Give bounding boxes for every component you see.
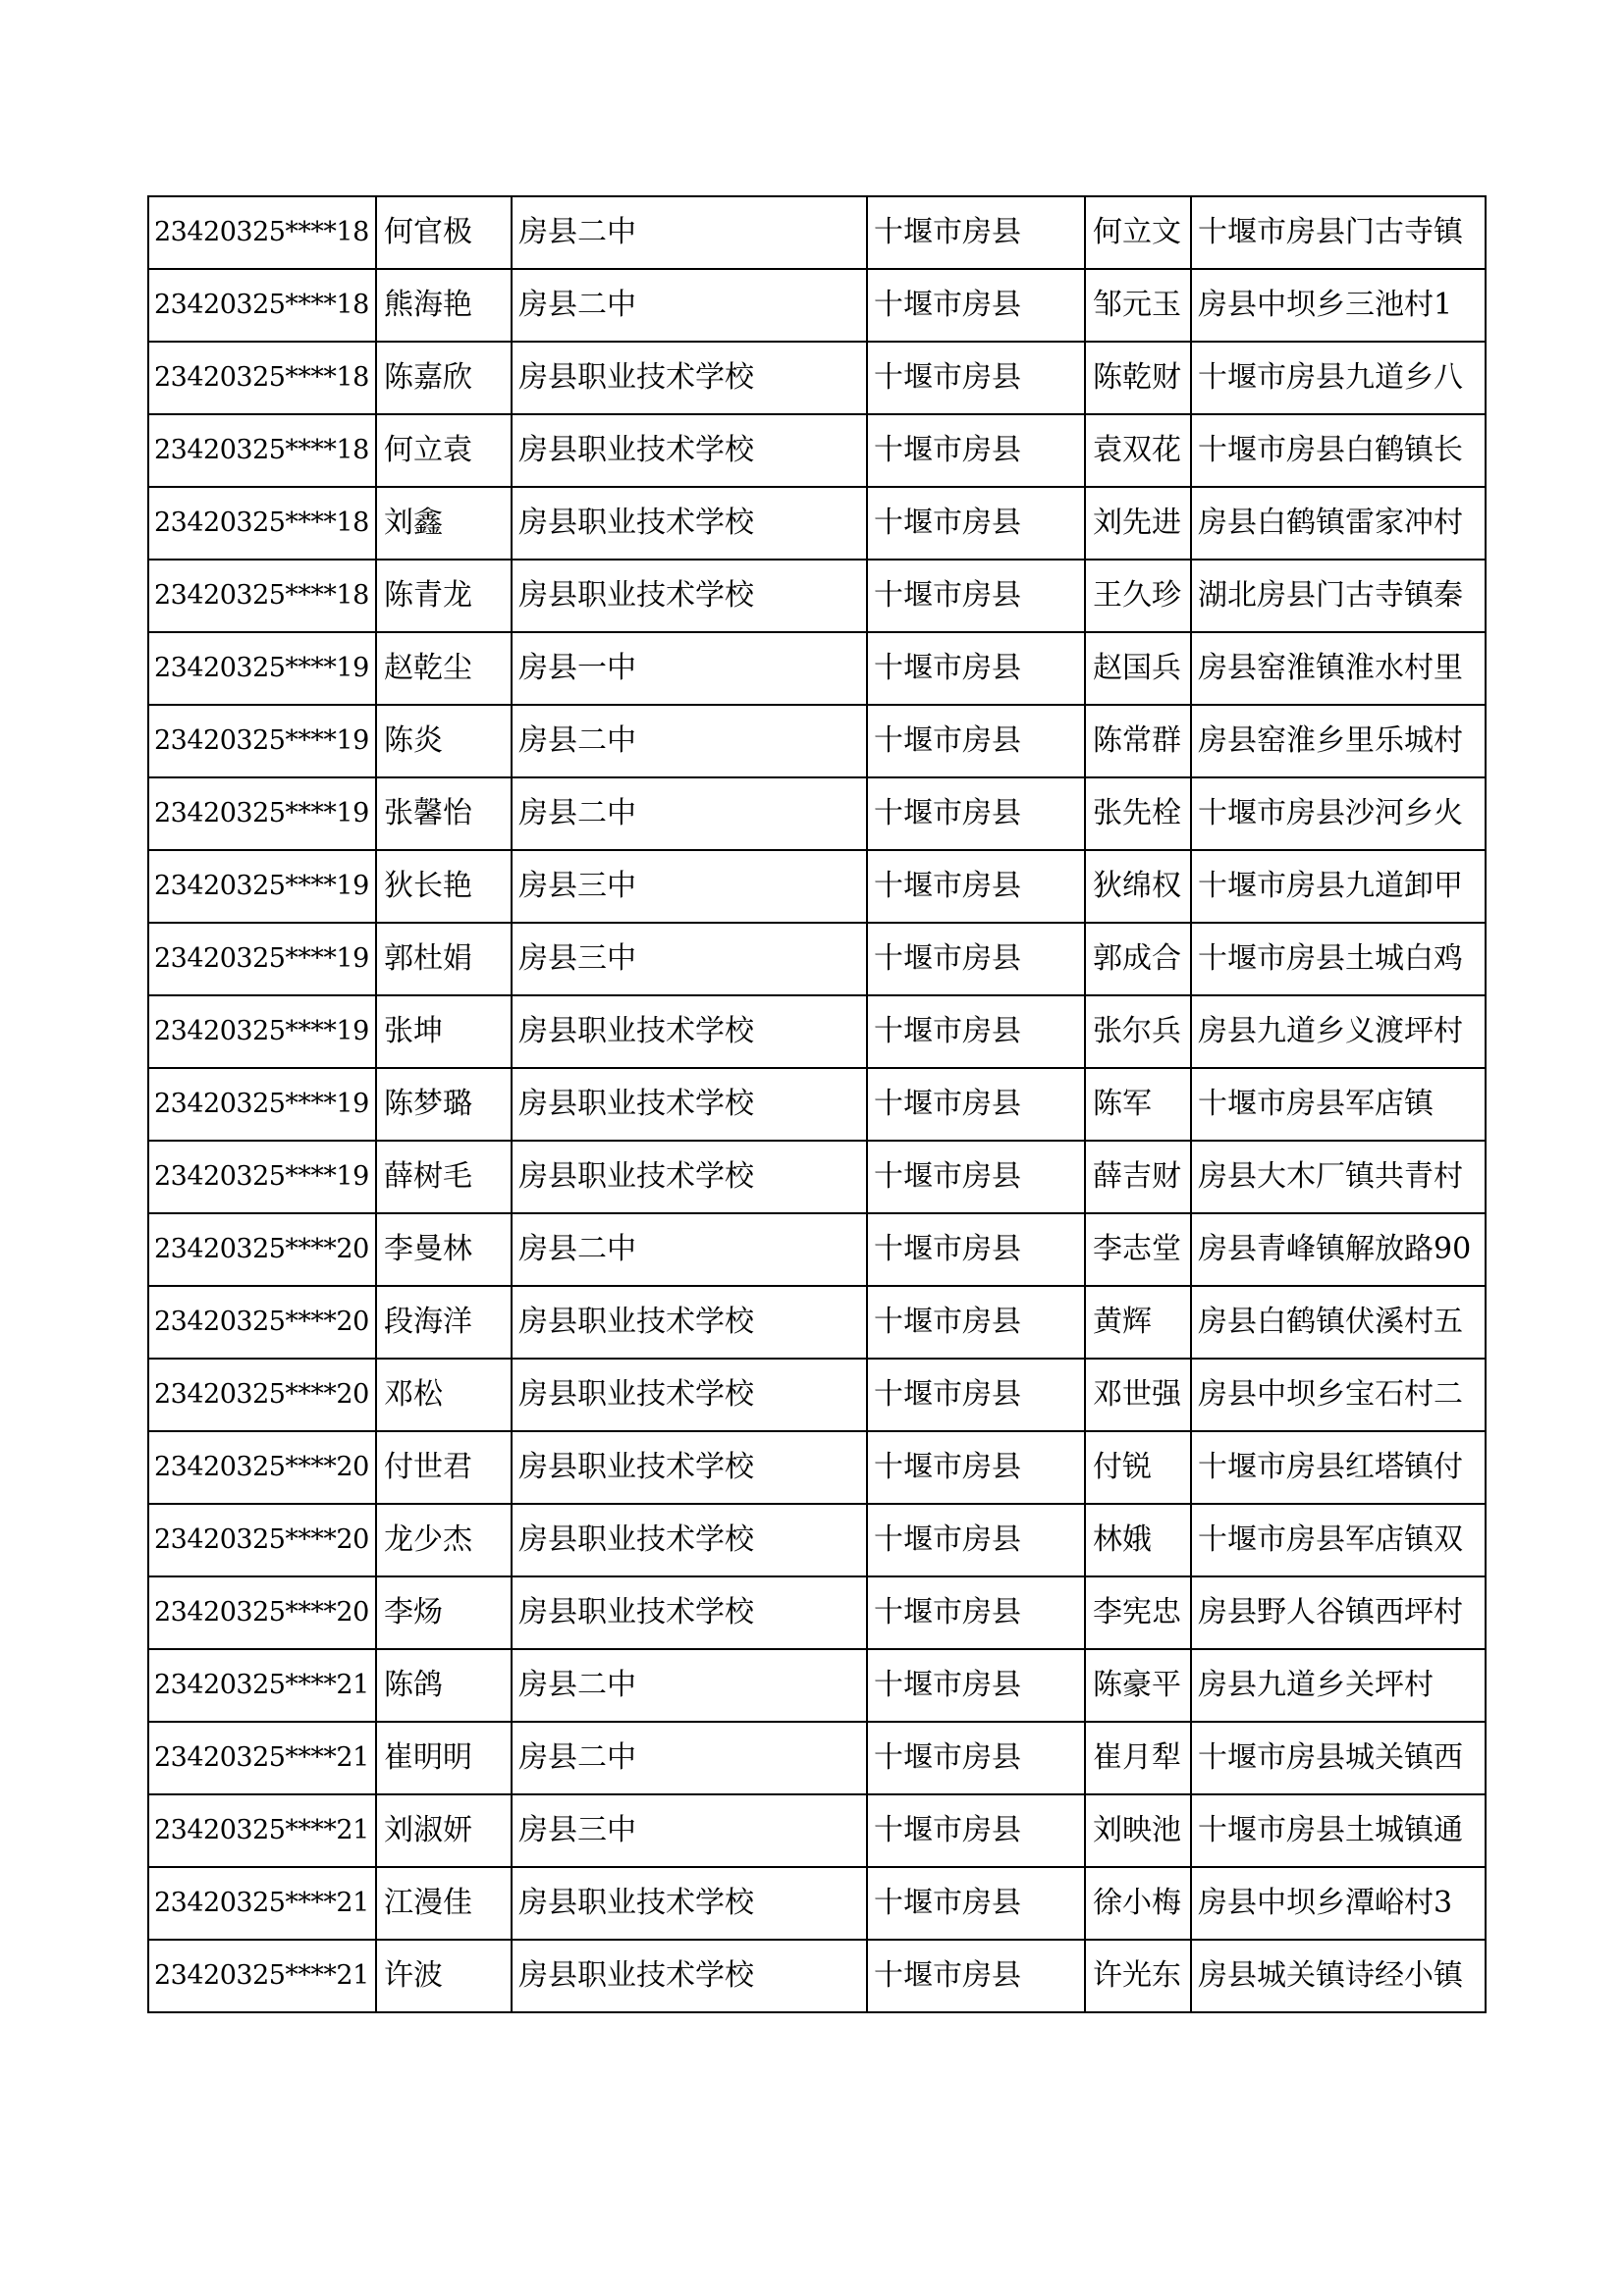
- school-cell: 房县职业技术学校: [512, 995, 867, 1068]
- table-row: [148, 196, 1486, 269]
- address-cell: 十堰市房县白鹤镇长: [1191, 414, 1486, 487]
- table-row: [148, 1504, 1486, 1576]
- region-cell: 十堰市房县: [867, 1286, 1085, 1359]
- table-row: [148, 1213, 1486, 1286]
- school-cell: 房县职业技术学校: [512, 1576, 867, 1649]
- address-cell: 房县青峰镇解放路90: [1191, 1213, 1486, 1286]
- address-cell: 十堰市房县红塔镇付: [1191, 1431, 1486, 1504]
- guardian-name-cell: 何立文: [1085, 196, 1191, 269]
- school-cell: 房县三中: [512, 1794, 867, 1867]
- region-cell: 十堰市房县: [867, 1867, 1085, 1940]
- region-cell: 十堰市房县: [867, 1794, 1085, 1867]
- guardian-name-cell: 邹元玉: [1085, 269, 1191, 342]
- address-cell: 十堰市房县土城白鸡: [1191, 923, 1486, 995]
- table-row: [148, 487, 1486, 560]
- table-row: [148, 1867, 1486, 1940]
- guardian-name-cell: 薛吉财: [1085, 1141, 1191, 1213]
- address-cell: 房县城关镇诗经小镇: [1191, 1940, 1486, 2012]
- id-number-cell: 23420325****19: [148, 995, 376, 1068]
- address-cell: 房县窑淮乡里乐城村: [1191, 705, 1486, 777]
- id-number-cell: 23420325****18: [148, 269, 376, 342]
- id-number-cell: 23420325****21: [148, 1649, 376, 1722]
- student-name-cell: 何官极: [376, 196, 512, 269]
- school-cell: 房县二中: [512, 1722, 867, 1794]
- table-row: [148, 705, 1486, 777]
- guardian-name-cell: 王久珍: [1085, 560, 1191, 632]
- address-cell: 房县大木厂镇共青村: [1191, 1141, 1486, 1213]
- guardian-name-cell: 许光东: [1085, 1940, 1191, 2012]
- region-cell: 十堰市房县: [867, 487, 1085, 560]
- table-row: [148, 1068, 1486, 1141]
- student-name-cell: 付世君: [376, 1431, 512, 1504]
- address-cell: 湖北房县门古寺镇秦: [1191, 560, 1486, 632]
- table-row: [148, 923, 1486, 995]
- student-name-cell: 龙少杰: [376, 1504, 512, 1576]
- guardian-name-cell: 陈常群: [1085, 705, 1191, 777]
- roster-body: [148, 196, 1486, 2012]
- guardian-name-cell: 黄辉: [1085, 1286, 1191, 1359]
- school-cell: 房县职业技术学校: [512, 1359, 867, 1431]
- guardian-name-cell: 狄绵权: [1085, 850, 1191, 923]
- region-cell: 十堰市房县: [867, 1141, 1085, 1213]
- student-name-cell: 李炀: [376, 1576, 512, 1649]
- school-cell: 房县一中: [512, 632, 867, 705]
- guardian-name-cell: 邓世强: [1085, 1359, 1191, 1431]
- table-row: [148, 414, 1486, 487]
- student-name-cell: 陈梦璐: [376, 1068, 512, 1141]
- school-cell: 房县职业技术学校: [512, 1867, 867, 1940]
- region-cell: 十堰市房县: [867, 269, 1085, 342]
- id-number-cell: 23420325****19: [148, 1141, 376, 1213]
- id-number-cell: 23420325****19: [148, 923, 376, 995]
- id-number-cell: 23420325****21: [148, 1940, 376, 2012]
- student-name-cell: 许波: [376, 1940, 512, 2012]
- id-number-cell: 23420325****21: [148, 1794, 376, 1867]
- region-cell: 十堰市房县: [867, 1576, 1085, 1649]
- guardian-name-cell: 袁双花: [1085, 414, 1191, 487]
- guardian-name-cell: 林娥: [1085, 1504, 1191, 1576]
- table-row: [148, 1359, 1486, 1431]
- address-cell: 房县窑淮镇淮水村里: [1191, 632, 1486, 705]
- table-row: [148, 1722, 1486, 1794]
- id-number-cell: 23420325****19: [148, 777, 376, 850]
- address-cell: 房县九道乡义渡坪村: [1191, 995, 1486, 1068]
- id-number-cell: 23420325****18: [148, 414, 376, 487]
- table-row: [148, 777, 1486, 850]
- table-row: [148, 1576, 1486, 1649]
- address-cell: 十堰市房县军店镇: [1191, 1068, 1486, 1141]
- address-cell: 房县野人谷镇西坪村: [1191, 1576, 1486, 1649]
- student-name-cell: 赵乾尘: [376, 632, 512, 705]
- student-name-cell: 江漫佳: [376, 1867, 512, 1940]
- table-row: [148, 1940, 1486, 2012]
- student-name-cell: 何立袁: [376, 414, 512, 487]
- student-name-cell: 陈炎: [376, 705, 512, 777]
- id-number-cell: 23420325****19: [148, 850, 376, 923]
- student-name-cell: 段海洋: [376, 1286, 512, 1359]
- address-cell: 房县白鹤镇雷家冲村: [1191, 487, 1486, 560]
- school-cell: 房县二中: [512, 777, 867, 850]
- guardian-name-cell: 陈军: [1085, 1068, 1191, 1141]
- student-name-cell: 崔明明: [376, 1722, 512, 1794]
- school-cell: 房县三中: [512, 923, 867, 995]
- table-row: [148, 632, 1486, 705]
- student-name-cell: 薛树毛: [376, 1141, 512, 1213]
- school-cell: 房县职业技术学校: [512, 342, 867, 414]
- guardian-name-cell: 李宪忠: [1085, 1576, 1191, 1649]
- region-cell: 十堰市房县: [867, 342, 1085, 414]
- id-number-cell: 23420325****20: [148, 1286, 376, 1359]
- school-cell: 房县职业技术学校: [512, 1431, 867, 1504]
- address-cell: 房县中坝乡潭峪村3: [1191, 1867, 1486, 1940]
- region-cell: 十堰市房县: [867, 923, 1085, 995]
- guardian-name-cell: 李志堂: [1085, 1213, 1191, 1286]
- address-cell: 十堰市房县九道卸甲: [1191, 850, 1486, 923]
- guardian-name-cell: 张先栓: [1085, 777, 1191, 850]
- student-name-cell: 李曼林: [376, 1213, 512, 1286]
- table-row: [148, 1431, 1486, 1504]
- region-cell: 十堰市房县: [867, 995, 1085, 1068]
- address-cell: 十堰市房县军店镇双: [1191, 1504, 1486, 1576]
- student-name-cell: 陈青龙: [376, 560, 512, 632]
- region-cell: 十堰市房县: [867, 1068, 1085, 1141]
- guardian-name-cell: 刘映池: [1085, 1794, 1191, 1867]
- region-cell: 十堰市房县: [867, 1359, 1085, 1431]
- school-cell: 房县职业技术学校: [512, 560, 867, 632]
- address-cell: 房县中坝乡三池村1: [1191, 269, 1486, 342]
- table-row: [148, 1141, 1486, 1213]
- student-name-cell: 熊海艳: [376, 269, 512, 342]
- student-name-cell: 张馨怡: [376, 777, 512, 850]
- region-cell: 十堰市房县: [867, 1431, 1085, 1504]
- school-cell: 房县三中: [512, 850, 867, 923]
- table-row: [148, 1286, 1486, 1359]
- guardian-name-cell: 陈乾财: [1085, 342, 1191, 414]
- table-row: [148, 560, 1486, 632]
- region-cell: 十堰市房县: [867, 777, 1085, 850]
- table-row: [148, 995, 1486, 1068]
- guardian-name-cell: 赵国兵: [1085, 632, 1191, 705]
- region-cell: 十堰市房县: [867, 414, 1085, 487]
- address-cell: 十堰市房县土城镇通: [1191, 1794, 1486, 1867]
- school-cell: 房县职业技术学校: [512, 414, 867, 487]
- school-cell: 房县职业技术学校: [512, 487, 867, 560]
- guardian-name-cell: 崔月犁: [1085, 1722, 1191, 1794]
- guardian-name-cell: 陈豪平: [1085, 1649, 1191, 1722]
- school-cell: 房县二中: [512, 196, 867, 269]
- guardian-name-cell: 郭成合: [1085, 923, 1191, 995]
- table-row: [148, 269, 1486, 342]
- region-cell: 十堰市房县: [867, 850, 1085, 923]
- school-cell: 房县职业技术学校: [512, 1141, 867, 1213]
- id-number-cell: 23420325****20: [148, 1213, 376, 1286]
- guardian-name-cell: 付锐: [1085, 1431, 1191, 1504]
- school-cell: 房县二中: [512, 1649, 867, 1722]
- id-number-cell: 23420325****20: [148, 1431, 376, 1504]
- school-cell: 房县二中: [512, 705, 867, 777]
- region-cell: 十堰市房县: [867, 1213, 1085, 1286]
- address-cell: 房县九道乡关坪村: [1191, 1649, 1486, 1722]
- id-number-cell: 23420325****18: [148, 196, 376, 269]
- table-row: [148, 342, 1486, 414]
- student-name-cell: 狄长艳: [376, 850, 512, 923]
- table-row: [148, 1794, 1486, 1867]
- student-name-cell: 邓松: [376, 1359, 512, 1431]
- school-cell: 房县职业技术学校: [512, 1068, 867, 1141]
- region-cell: 十堰市房县: [867, 560, 1085, 632]
- id-number-cell: 23420325****20: [148, 1504, 376, 1576]
- id-number-cell: 23420325****21: [148, 1722, 376, 1794]
- region-cell: 十堰市房县: [867, 1649, 1085, 1722]
- id-number-cell: 23420325****20: [148, 1576, 376, 1649]
- region-cell: 十堰市房县: [867, 1940, 1085, 2012]
- id-number-cell: 23420325****18: [148, 487, 376, 560]
- id-number-cell: 23420325****19: [148, 1068, 376, 1141]
- id-number-cell: 23420325****21: [148, 1867, 376, 1940]
- student-name-cell: 郭杜娟: [376, 923, 512, 995]
- school-cell: 房县职业技术学校: [512, 1940, 867, 2012]
- address-cell: 十堰市房县九道乡八: [1191, 342, 1486, 414]
- student-name-cell: 陈嘉欣: [376, 342, 512, 414]
- student-name-cell: 刘鑫: [376, 487, 512, 560]
- guardian-name-cell: 刘先进: [1085, 487, 1191, 560]
- student-name-cell: 陈鸽: [376, 1649, 512, 1722]
- id-number-cell: 23420325****18: [148, 342, 376, 414]
- student-name-cell: 刘淑妍: [376, 1794, 512, 1867]
- school-cell: 房县职业技术学校: [512, 1504, 867, 1576]
- region-cell: 十堰市房县: [867, 632, 1085, 705]
- school-cell: 房县二中: [512, 269, 867, 342]
- student-name-cell: 张坤: [376, 995, 512, 1068]
- region-cell: 十堰市房县: [867, 1722, 1085, 1794]
- table-row: [148, 1649, 1486, 1722]
- guardian-name-cell: 张尔兵: [1085, 995, 1191, 1068]
- table-row: [148, 850, 1486, 923]
- region-cell: 十堰市房县: [867, 196, 1085, 269]
- id-number-cell: 23420325****18: [148, 560, 376, 632]
- region-cell: 十堰市房县: [867, 1504, 1085, 1576]
- student-roster-table: [147, 195, 1487, 2013]
- address-cell: 十堰市房县沙河乡火: [1191, 777, 1486, 850]
- region-cell: 十堰市房县: [867, 705, 1085, 777]
- guardian-name-cell: 徐小梅: [1085, 1867, 1191, 1940]
- address-cell: 房县中坝乡宝石村二: [1191, 1359, 1486, 1431]
- id-number-cell: 23420325****19: [148, 632, 376, 705]
- school-cell: 房县职业技术学校: [512, 1286, 867, 1359]
- address-cell: 十堰市房县城关镇西: [1191, 1722, 1486, 1794]
- id-number-cell: 23420325****19: [148, 705, 376, 777]
- address-cell: 十堰市房县门古寺镇: [1191, 196, 1486, 269]
- id-number-cell: 23420325****20: [148, 1359, 376, 1431]
- school-cell: 房县二中: [512, 1213, 867, 1286]
- address-cell: 房县白鹤镇伏溪村五: [1191, 1286, 1486, 1359]
